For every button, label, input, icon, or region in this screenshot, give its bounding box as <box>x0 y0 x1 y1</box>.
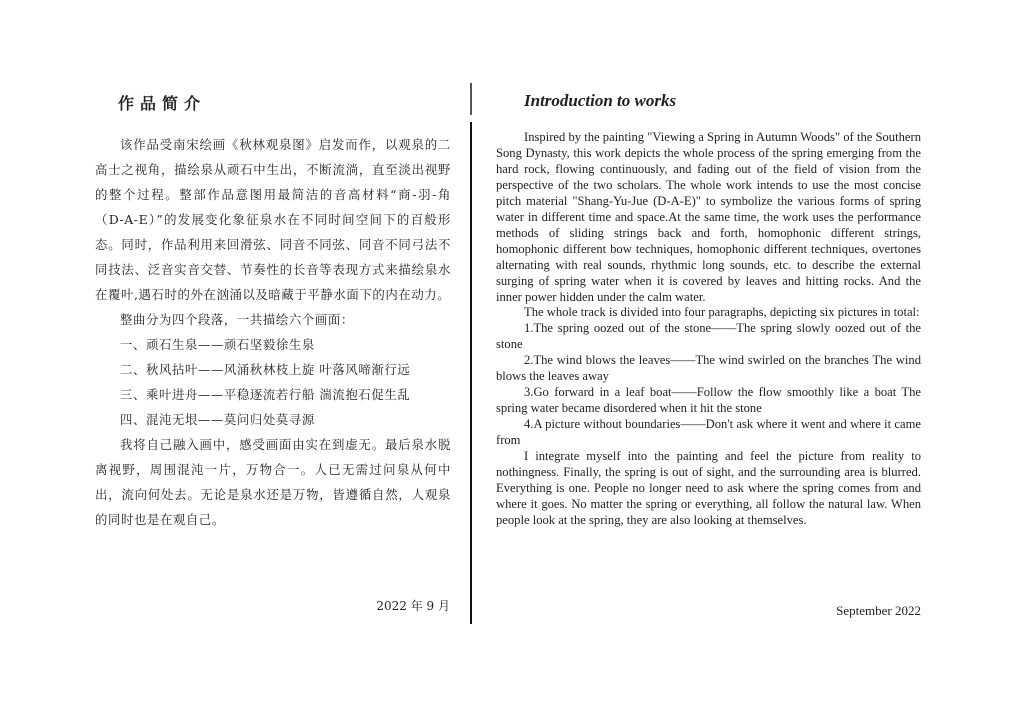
chinese-title: 作品简介 <box>118 94 207 113</box>
chinese-paragraph-structure: 整曲分为四个段落，一共描绘六个画面： <box>120 312 354 327</box>
chinese-list-item: 三、乘叶进舟——平稳逐流若行船 湍流抱石促生乱 <box>120 387 411 402</box>
chinese-list-item: 二、秋风拈叶——风涌秋林枝上旋 叶落风啼渐行远 <box>120 362 411 377</box>
chinese-list-item: 四、混沌无垠——莫问归处莫寻源 <box>120 412 315 427</box>
column-divider-top <box>470 83 472 115</box>
chinese-paragraph-intro: 该作品受南宋绘画《秋林观泉图》启发而作，以观泉的二高士之视角，描绘泉从顽石中生出，不断流淌，直至淡出视野的整个过程。整部作品意图用最简洁的音高材料“商-羽-角（D-A-E）”的发展变化象征泉水在不同时间空间下的百般形态。同时，作品利用来回滑弦、同音不同弦、同音不同弓法不同技法、泛音实音交替、节奏性的长音等表现方式来描绘泉水在覆叶,遇石时的外在汹涌以及暗藏于平静水面下的内在动力。 <box>95 137 451 302</box>
column-divider <box>470 122 472 624</box>
english-paragraph-closing: I integrate myself into the painting and feel the picture from reality to nothingness. Finally, the spring is out of sight, and the surrounding area is blurred. Everything is one. People no longer need to ask where the spring comes from and where it goes. No matter the spring or everything, all follow the natural law. When people look at the spring, they are also looking at themselves. <box>496 449 921 527</box>
chinese-list-item: 一、顽石生泉——顽石坚毅徐生泉 <box>120 337 315 352</box>
english-list-item: 2.The wind blows the leaves——The wind swirled on the branches The wind blows the leaves away <box>496 353 921 384</box>
chinese-body <box>95 132 451 532</box>
english-list-item: 4.A picture without boundaries——Don't ask where it went and where it came from <box>496 417 921 448</box>
english-paragraph-structure: The whole track is divided into four paragraphs, depicting six pictures in total: <box>524 305 920 320</box>
chinese-paragraph-closing: 我将自己融入画中，感受画面由实在到虚无。最后泉水脱离视野，周围混沌一片，万物合一。人已无需过问泉从何中出，流向何处去。无论是泉水还是万物，皆遵循自然，人观泉的同时也是在观自己。 <box>95 437 451 527</box>
english-list-item: 1.The spring oozed out of the stone——The spring slowly oozed out of the stone <box>496 321 921 352</box>
english-title: Introduction to works <box>524 91 677 110</box>
chinese-column <box>95 88 451 532</box>
english-body <box>496 130 921 529</box>
english-date: September 2022 <box>836 603 921 618</box>
english-list-item: 3.Go forward in a leaf boat——Follow the flow smoothly like a boat The spring water became disordered when it hit the stone <box>496 385 921 416</box>
chinese-date: 2022 年 9 月 <box>376 599 450 613</box>
english-column <box>496 88 921 529</box>
english-paragraph-intro: Inspired by the painting "Viewing a Spring in Autumn Woods" of the Southern Song Dynasty, this work depicts the whole process of the spring emerging from the hard rock, flowing continuously, and fading out of the field of vision from the perspective of the two scholars. The whole work intends to use the most concise pitch material "Shang-Yu-Jue (D-A-E)" to symbolize the various forms of spring water in different time and space.At the same time, the work uses the performance methods of sliding strings back and forth, homophonic different strings, homophonic different bow techniques, homophonic different techniques, overtones alternating with real sounds, rhythmic long sounds, etc. to describe the external surging of spring water when it is covered by leaves and hitting rocks. And the inner power hidden under the calm water. <box>496 130 921 304</box>
